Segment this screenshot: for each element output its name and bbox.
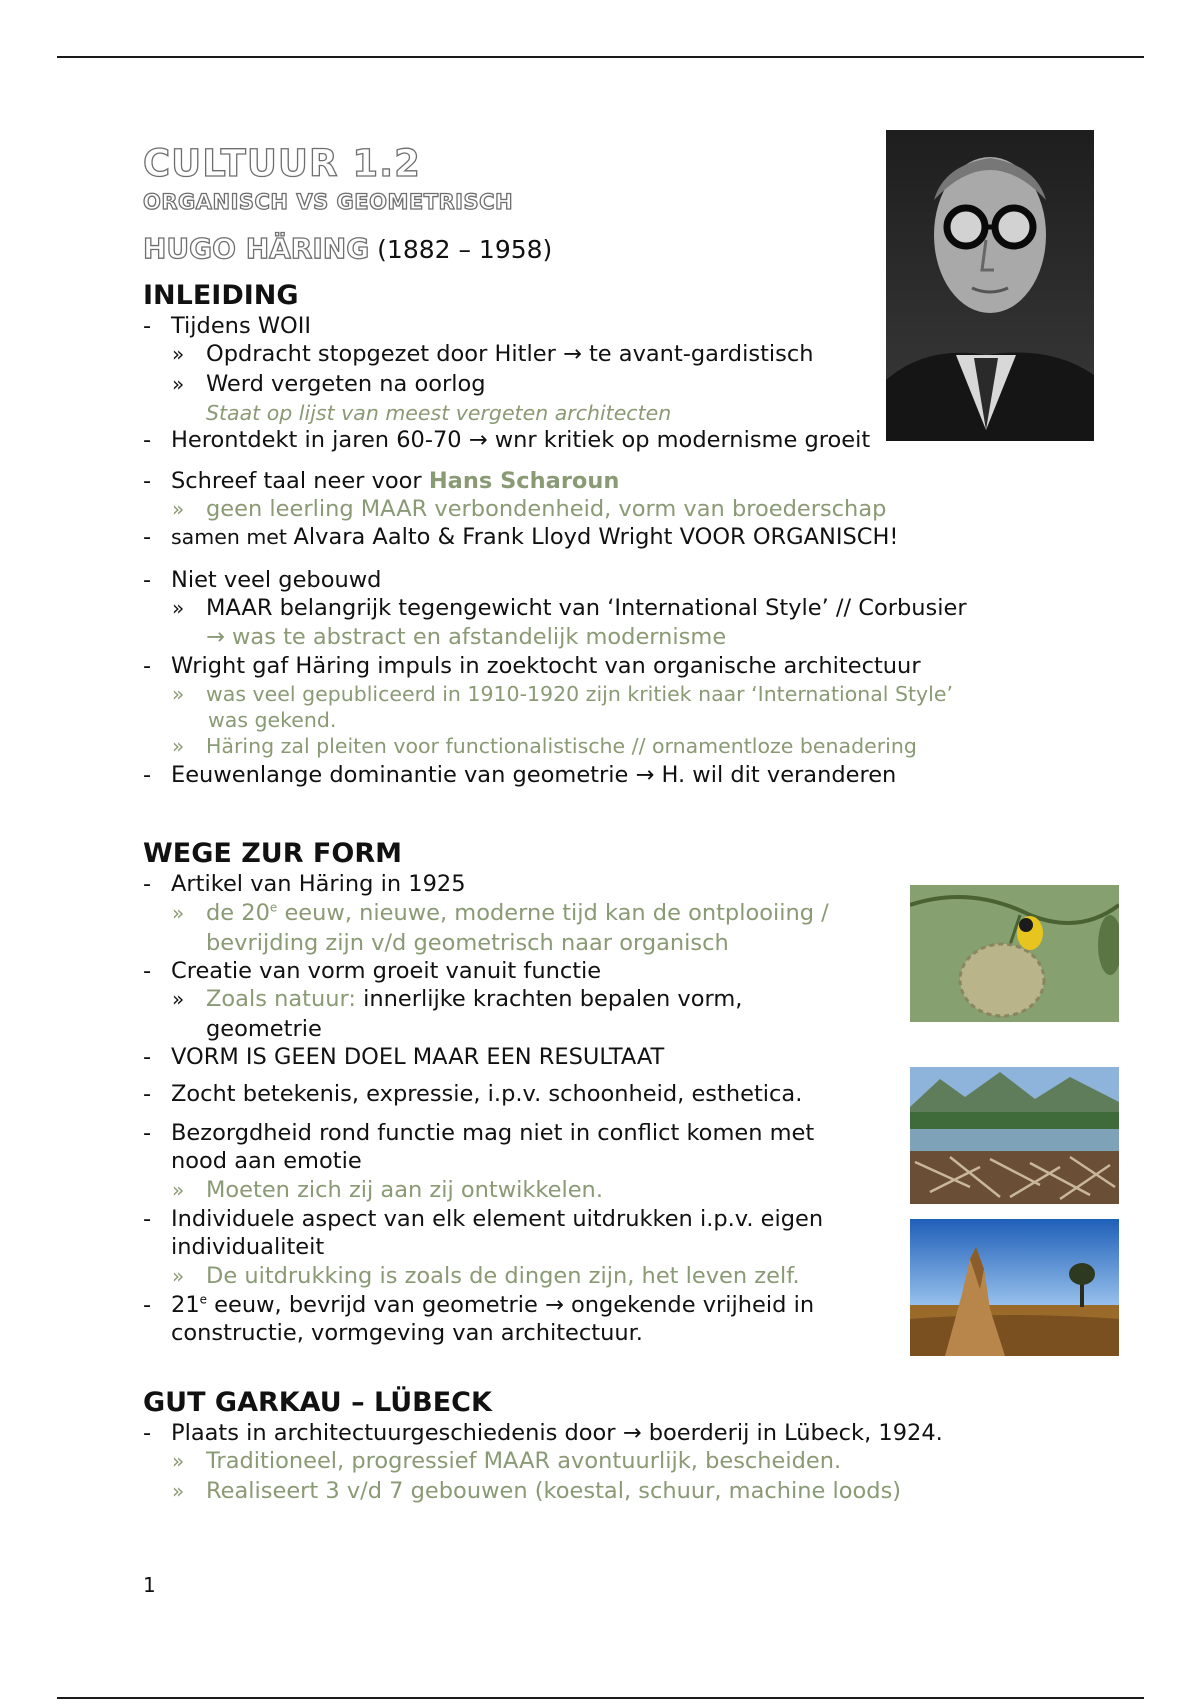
list-item: - Artikel van Häring in 1925	[143, 871, 466, 897]
note-italic: Staat op lijst van meest vergeten architecten	[206, 401, 672, 425]
list-item: » Zoals natuur: innerlijke krachten bepalen vorm,	[172, 986, 743, 1012]
list-item: → was te abstract en afstandelijk modernisme	[206, 624, 727, 650]
list-item: nood aan emotie	[171, 1148, 362, 1174]
scharoun-name: Hans Scharoun	[428, 468, 620, 494]
page-subtitle: ORGANISCH VS GEOMETRISCH	[143, 190, 514, 214]
top-rule	[57, 56, 1144, 58]
list-item: geometrie	[206, 1016, 322, 1042]
list-item: individualiteit	[171, 1234, 325, 1260]
section-heading-wege-zur-form: WEGE ZUR FORM	[143, 838, 402, 869]
list-item: - Herontdekt in jaren 60-70 → wnr kritiek op modernisme groeit	[143, 427, 871, 453]
list-item: - samen met Alvara Aalto & Frank Lloyd Wright VOOR ORGANISCH!	[143, 524, 899, 550]
list-item: - Individuele aspect van elk element uitdrukken i.p.v. eigen	[143, 1206, 824, 1232]
list-item: » MAAR belangrijk tegengewicht van ‘International Style’ // Corbusier	[172, 595, 967, 621]
architect-line	[143, 232, 552, 265]
list-item: » Häring zal pleiten voor functionalistische // ornamentloze benadering	[172, 734, 917, 758]
list-item: - Zocht betekenis, expressie, i.p.v. schoonheid, esthetica.	[143, 1081, 803, 1107]
termite-mound-photo	[910, 1219, 1119, 1356]
list-item: » De uitdrukking is zoals de dingen zijn, het leven zelf.	[172, 1263, 800, 1289]
list-item: » was veel gepubliceerd in 1910-1920 zijn kritiek naar ‘International Style’	[172, 682, 954, 706]
list-item: » Traditioneel, progressief MAAR avontuurlijk, bescheiden.	[172, 1448, 842, 1474]
list-item: » Moeten zich zij aan zij ontwikkelen.	[172, 1177, 603, 1203]
list-item: constructie, vormgeving van architectuur.	[171, 1320, 643, 1346]
page-number: 1	[143, 1573, 156, 1597]
list-item: bevrijding zijn v/d geometrisch naar organisch	[206, 930, 729, 956]
page-title: CULTUUR 1.2	[143, 142, 421, 185]
section-heading-inleiding: INLEIDING	[143, 280, 299, 311]
beaver-dam-photo	[910, 1067, 1119, 1204]
list-item: - Tijdens WOII	[143, 313, 312, 339]
list-item: was gekend.	[208, 708, 337, 732]
list-item: - Niet veel gebouwd	[143, 567, 382, 593]
list-item: - Creatie van vorm groeit vanuit functie	[143, 958, 602, 984]
list-item: - Bezorgdheid rond functie mag niet in conflict komen met	[143, 1120, 815, 1146]
list-item: - Eeuwenlange dominantie van geometrie → H. wil dit veranderen	[143, 762, 897, 788]
list-item: - Schreef taal neer voor Hans Scharoun	[143, 468, 620, 494]
architect-name: HUGO HÄRING	[143, 232, 370, 265]
list-item: - Plaats in architectuurgeschiedenis door → boerderij in Lübeck, 1924.	[143, 1420, 943, 1446]
section-heading-gut-garkau: GUT GARKAU – LÜBECK	[143, 1387, 492, 1418]
bottom-rule	[57, 1697, 1144, 1699]
architect-years: (1882 – 1958)	[377, 235, 553, 264]
list-item: » de 20e eeuw, nieuwe, moderne tijd kan de ontplooiing /	[172, 900, 829, 926]
weaver-bird-nest-photo	[910, 885, 1119, 1022]
portrait-photo	[886, 130, 1094, 441]
list-item: » geen leerling MAAR verbondenheid, vorm van broederschap	[172, 496, 887, 522]
list-item: - Wright gaf Häring impuls in zoektocht van organische architectuur	[143, 653, 921, 679]
list-item: » Opdracht stopgezet door Hitler → te avant-gardistisch	[172, 341, 814, 367]
list-item: - VORM IS GEEN DOEL MAAR EEN RESULTAAT	[143, 1044, 665, 1070]
list-item: » Werd vergeten na oorlog	[172, 371, 486, 397]
list-item: - 21e eeuw, bevrijd van geometrie → ongekende vrijheid in	[143, 1292, 815, 1318]
list-item: » Realiseert 3 v/d 7 gebouwen (koestal, schuur, machine loods)	[172, 1478, 902, 1504]
